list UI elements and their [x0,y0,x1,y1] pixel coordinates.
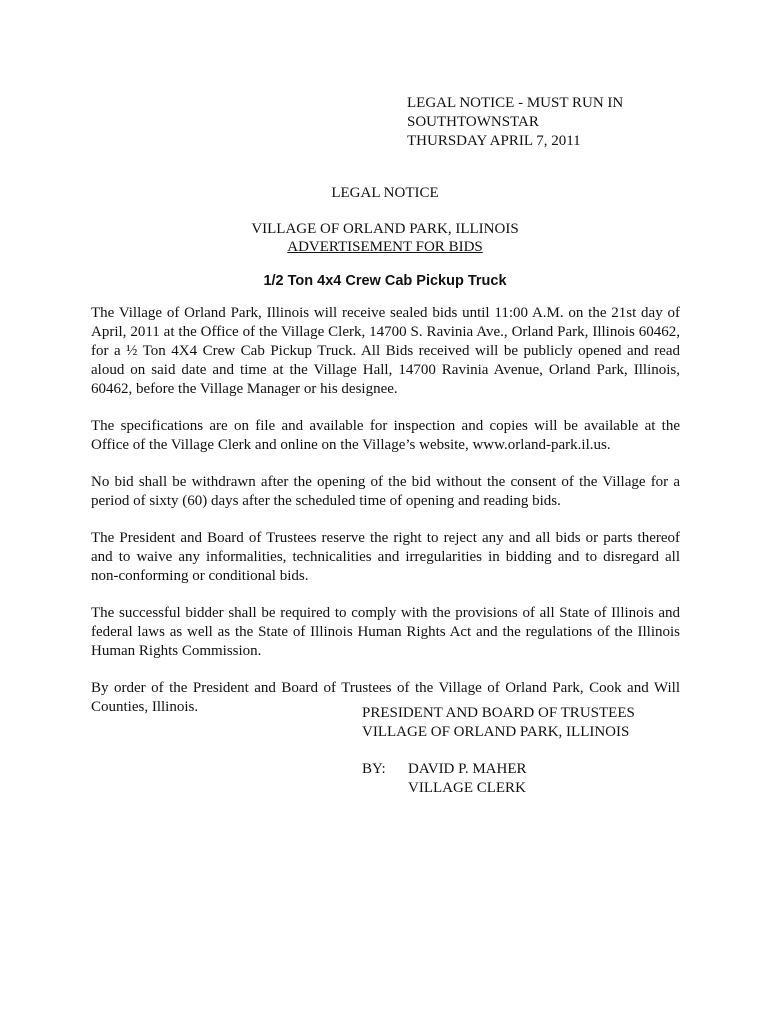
header-line-1: LEGAL NOTICE - MUST RUN IN [407,95,624,111]
publication-header [407,94,727,151]
signature-by-label: BY: [362,761,386,777]
header-line-3: THURSDAY APRIL 7, 2011 [407,133,581,149]
paragraph-by-order: By order of the President and Board of Trustees of the Village of Orland Park, Cook and Will Counties, Illinois. [91,680,680,715]
bid-subject: 1/2 Ton 4x4 Crew Cab Pickup Truck [263,273,507,289]
paragraph-withdrawal: No bid shall be withdrawn after the opening of the bid without the consent of the Village for a period of sixty (60) days after the scheduled time of opening and reading bids. [91,474,680,509]
paragraph-rights-reserved: The President and Board of Trustees reserve the right to reject any and all bids or parts thereof and to waive any informalities, technicalities and irregularities in bidding and to disregard all non-conforming or conditional bids. [91,530,680,584]
signatory-name: DAVID P. MAHER [408,761,527,777]
village-name: VILLAGE OF ORLAND PARK, ILLINOIS [251,221,519,237]
signature-board: PRESIDENT AND BOARD OF TRUSTEES [362,705,635,721]
signature-names [408,760,527,798]
signature-by-row [362,760,702,798]
paragraph-specifications: The specifications are on file and available for inspection and copies will be available at the Office of the Village Clerk and online on the Village’s website, www.orland-park.il.us. [91,418,680,453]
signature-block [362,704,702,798]
paragraph-compliance: The successful bidder shall be required to comply with the provisions of all State of Illinois and federal laws as well as the State of Illinois Human Rights Act and the regulations of the Illinois Human Rights Commission. [91,605,680,659]
paragraph-sealed-bids: The Village of Orland Park, Illinois will receive sealed bids until 11:00 A.M. on the 21st day of April, 2011 at the Office of the Village Clerk, 14700 S. Ravinia Ave., Orland Park, Illinois 60462, for a ½ Ton 4X4 Crew Cab Pickup Truck. All Bids received will be publicly opened and read aloud on said date and time at the Village Hall, 14700 Ravinia Avenue, Orland Park, Illinois, 60462, before the Village Manager or his designee. [91,305,680,397]
header-line-2: SOUTHTOWNSTAR [407,114,539,130]
advertisement-heading: ADVERTISEMENT FOR BIDS [287,239,483,255]
signature-village: VILLAGE OF ORLAND PARK, ILLINOIS [362,724,630,740]
notice-title: LEGAL NOTICE [331,185,439,201]
notice-body [91,304,680,717]
signatory-title: VILLAGE CLERK [408,780,526,796]
